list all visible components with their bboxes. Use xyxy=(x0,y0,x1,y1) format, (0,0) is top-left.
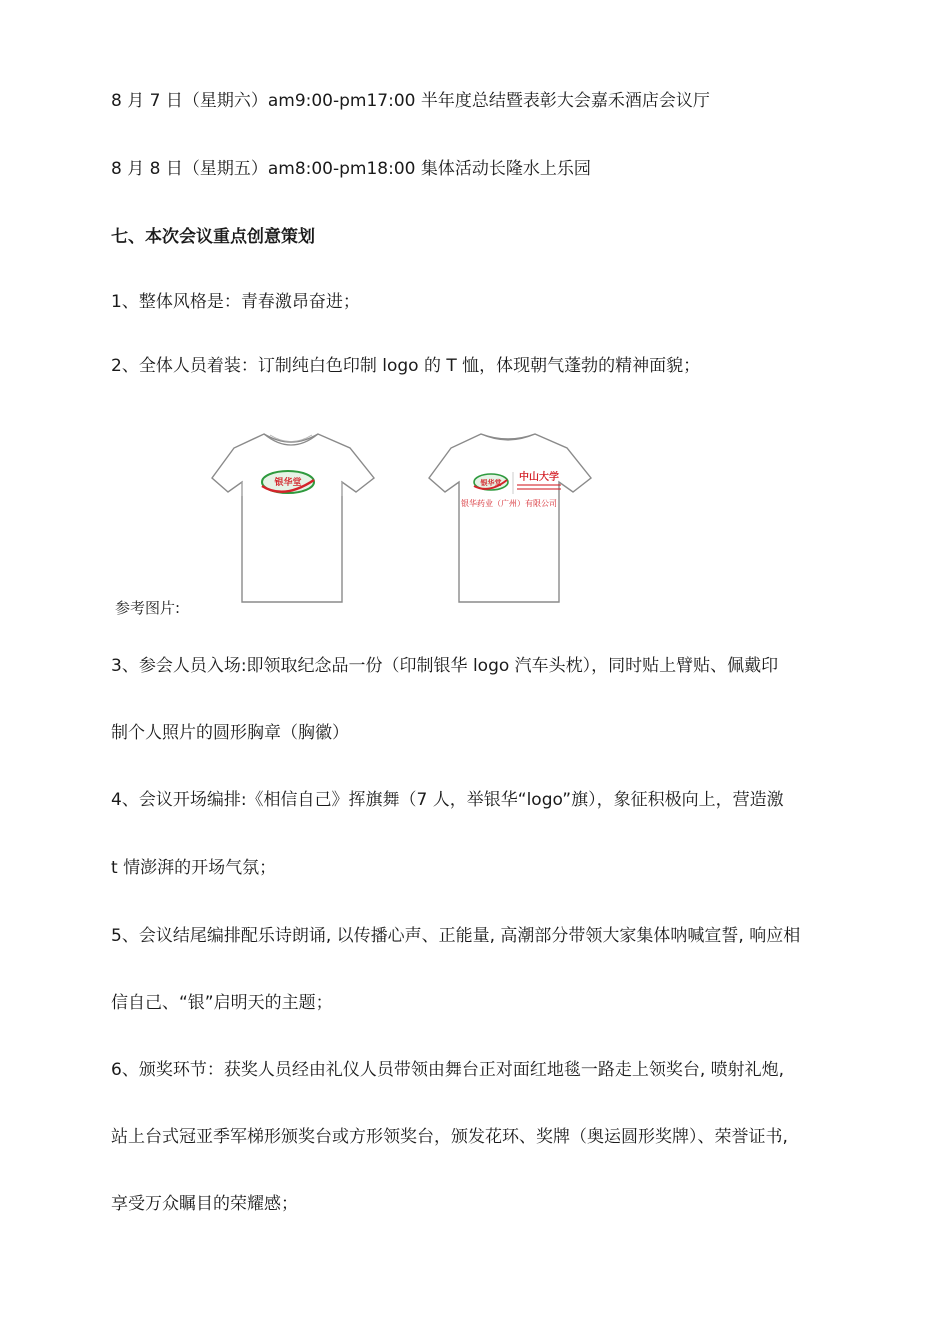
item-1: 1、整体风格是：青春激昂奋进； xyxy=(111,292,360,312)
item-6-line-1: 6、颁奖环节：获奖人员经由礼仪人员带领由舞台正对面红地毯一路走上领奖台, 喷射礼炮, xyxy=(111,1060,785,1080)
item-6-line-2: 站上台式冠亚季军梯形颁奖台或方形领奖台，颁发花环、奖牌（奥运圆形奖牌）、荣誉证书, xyxy=(111,1127,788,1147)
item-4-line-1: 4、会议开场编排:《相信自己》挥旗舞（7 人，举银华“logo”旗），象征积极向上，营造激 xyxy=(111,790,784,810)
tshirt-front xyxy=(212,434,374,602)
item-5-line-1: 5、会议结尾编排配乐诗朗诵, 以传播心声、正能量, 高潮部分带领大家集体呐喊宣誓, 响应相 xyxy=(111,926,801,946)
figure-caption: 参考图片: xyxy=(115,599,181,617)
item-5-line-2: 信自己、“银”启明天的主题； xyxy=(111,993,333,1013)
svg-text:中山大学: 中山大学 xyxy=(519,472,559,483)
svg-text:银华药业（广州）有限公司: 银华药业（广州）有限公司 xyxy=(461,499,557,508)
item-3-line-1: 3、参会人员入场:即领取纪念品一份（印制银华 logo 汽车头枕），同时贴上臂贴、佩戴印 xyxy=(111,656,779,676)
front-logo xyxy=(262,471,314,493)
schedule-line-aug7: 8 月 7 日（星期六）am9:00-pm17:00 半年度总结暨表彰大会嘉禾酒店会议厅 xyxy=(111,91,710,111)
tshirt-reference-figure xyxy=(111,412,671,617)
schedule-line-aug8: 8 月 8 日（星期五）am8:00-pm18:00 集体活动长隆水上乐园 xyxy=(111,159,591,179)
item-2: 2、全体人员着装：订制纯白色印制 logo 的 T 恤，体现朝气蓬勃的精神面貌； xyxy=(111,356,701,376)
item-3-line-2: 制个人照片的圆形胸章（胸徽） xyxy=(111,723,349,743)
svg-text:银华堂: 银华堂 xyxy=(480,479,502,487)
tshirt-back xyxy=(429,434,591,602)
item-4-line-2: t 情澎湃的开场气氛； xyxy=(111,858,277,878)
item-6-line-3: 享受万众瞩目的荣耀感； xyxy=(111,1194,298,1214)
section-heading: 七、本次会议重点创意策划 xyxy=(111,227,315,247)
tshirt-illustrations xyxy=(111,412,671,617)
svg-text:银华堂: 银华堂 xyxy=(274,478,302,488)
